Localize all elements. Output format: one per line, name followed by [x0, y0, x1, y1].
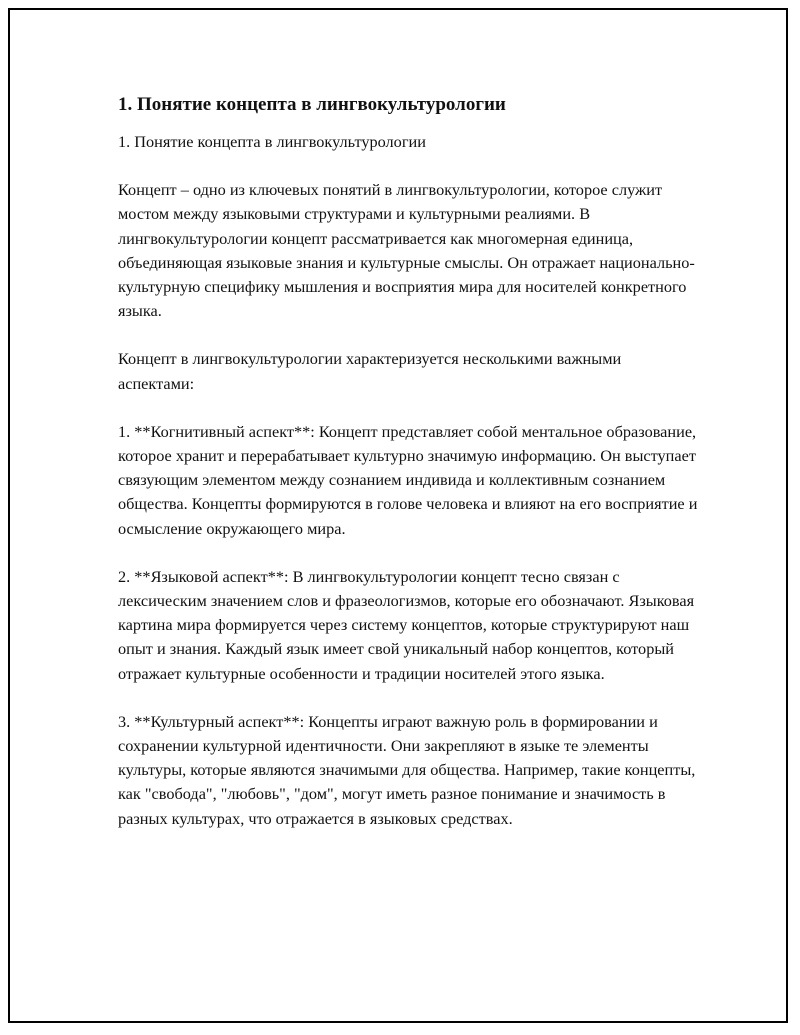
paragraph-cultural-aspect: 3. **Культурный аспект**: Концепты играют важную роль в формировании и сохранении культурной идентичности. Они закрепляют в языке те элементы культуры, которые являются значимыми для общества. Например, такие концепты, как "свобода", "любовь", "дом", могут иметь разное понимание и значимость в разных культурах, что отражается в языковых средствах. — [118, 711, 696, 828]
document-body — [118, 92, 698, 855]
paragraph-aspects-lead: Концепт в лингвокультурологии характеризуется несколькими важными аспектами: — [118, 349, 622, 393]
paragraph-intro: Концепт – одно из ключевых понятий в лингвокультурологии, которое служит мостом между языковыми структурами и культурными реалиями. В лингвокультурологии концепт рассматривается как многомерная единица, объединяющая языковые знания и культурные смыслы. Он отражает национально-культурную специфику мышления и восприятия мира для носителей конкретного языка. — [118, 180, 695, 321]
paragraph-language-aspect: 2. **Языковой аспект**: В лингвокультурологии концепт тесно связан с лексическим значением слов и фразеологизмов, которые его обозначают. Языковая картина мира формируется через систему концептов, которые структурируют наш опыт и знания. Каждый язык имеет свой уникальный набор концептов, который отражает культурные особенности и традиции носителей этого языка. — [118, 566, 695, 683]
document-heading: 1. Понятие концепта в лингвокультурологии — [118, 94, 506, 115]
paragraph-cognitive-aspect: 1. **Когнитивный аспект**: Концепт представляет собой ментальное образование, которое хранит и перерабатывает культурно значимую информацию. Он выступает связующим элементом между сознанием индивида и коллективным сознанием общества. Концепты формируются в голове человека и влияют на его восприятие и осмысление окружающего мира. — [118, 421, 698, 538]
section-subtitle: 1. Понятие концепта в лингвокультурологии — [118, 132, 426, 151]
